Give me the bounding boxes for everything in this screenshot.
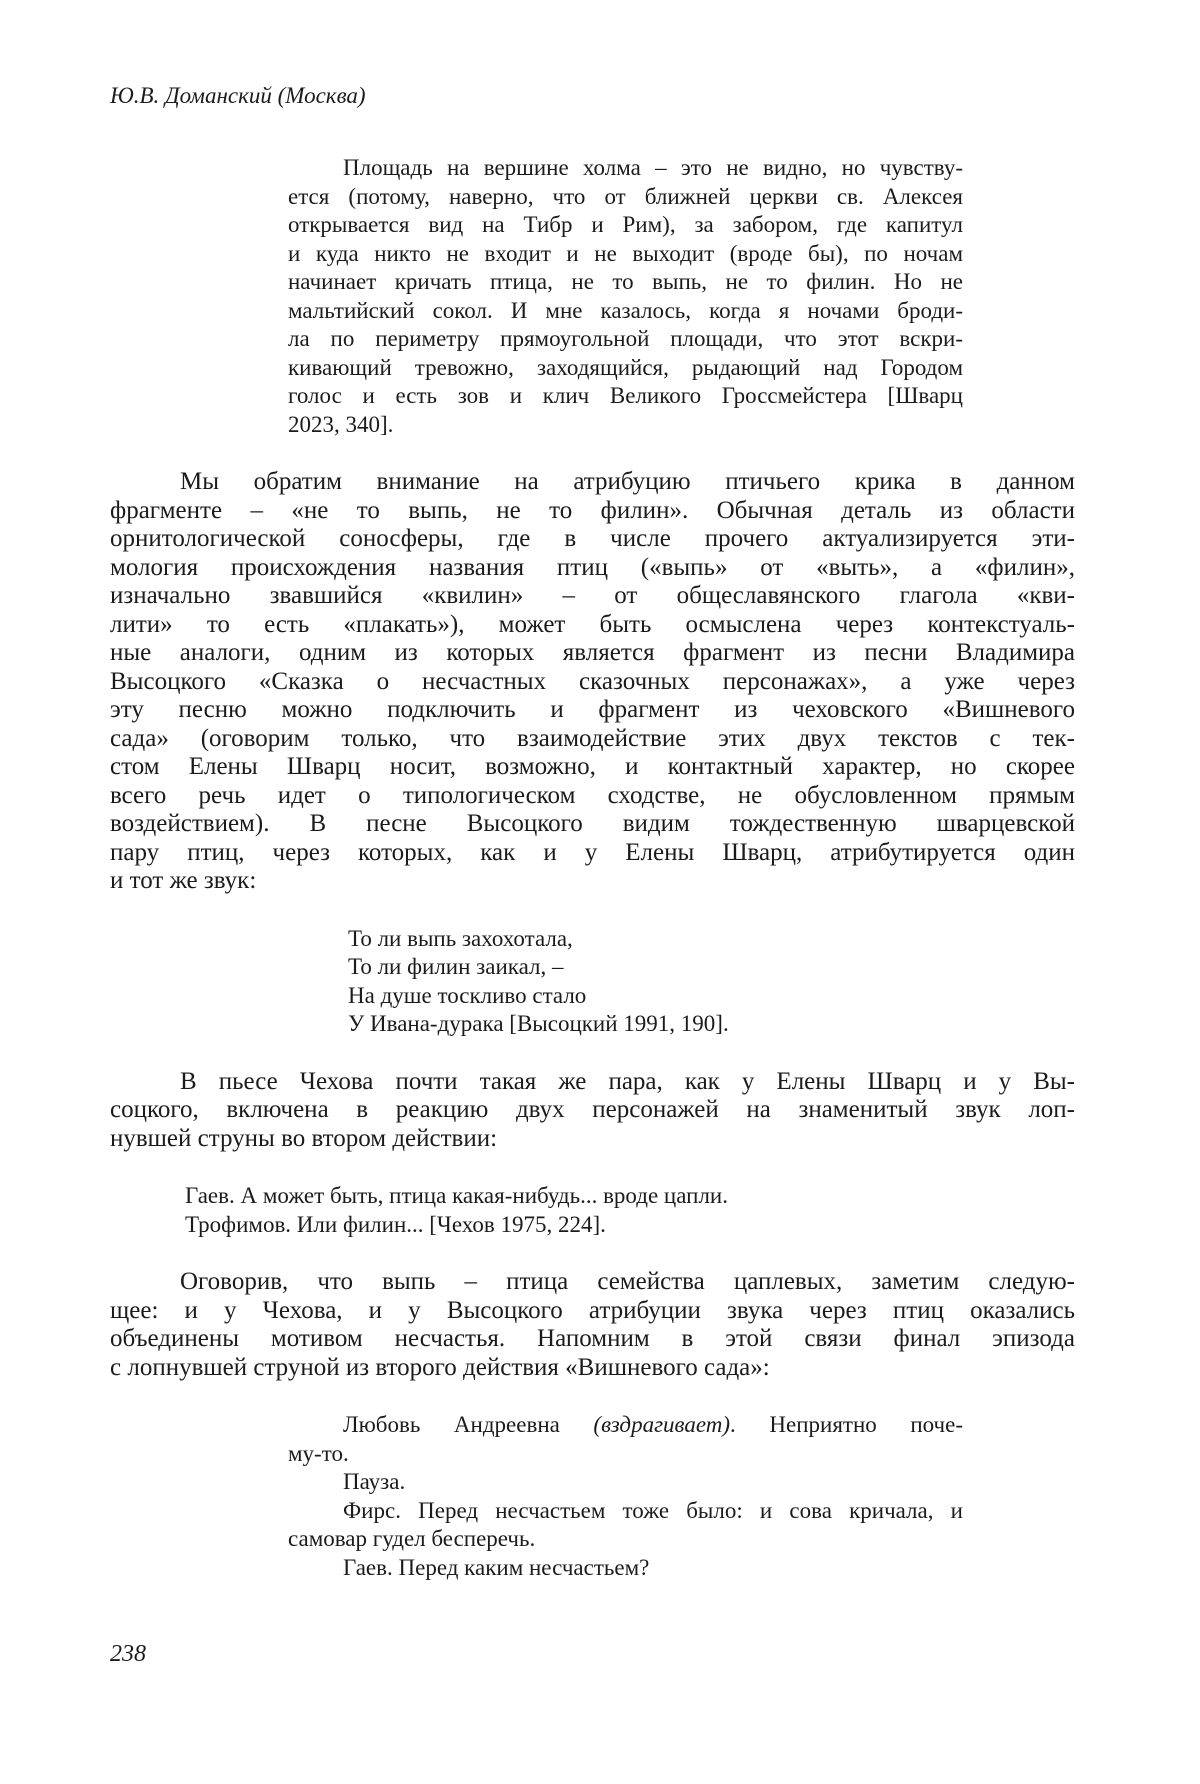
text-line: 2023, 340].	[288, 411, 394, 437]
text-line	[288, 1411, 963, 1440]
text-line: изначально звавшийся «квилин» – от общеславянского глагола «кви-	[110, 582, 1075, 609]
text-line: щее: и у Чехова, и у Высоцкого атрибуции звука через птиц оказались	[110, 1296, 1075, 1324]
text-line: мология происхождения названия птиц («выпь» от «выть», а «филин»,	[110, 553, 1075, 581]
dialogue-quote	[185, 1182, 1075, 1239]
text-line: кивающий тревожно, заходящийся, рыдающий над Городом	[288, 354, 963, 380]
text-line: с лопнувшей струной из второго действия «Вишневого сада»:	[110, 1353, 770, 1381]
text-line: Мы обратим внимание на атрибуцию птичьего крика в данном	[180, 468, 1075, 495]
text-line: начинает кричать птица, не то выпь, не то филин. Но не	[288, 269, 963, 294]
text-line: Трофимов. Или филин... [Чехов 1975, 224].	[185, 1211, 606, 1237]
running-head: Ю.В. Доманский (Москва)	[110, 83, 366, 108]
text-line: У Ивана-дурака [Высоцкий 1991, 190].	[348, 1011, 729, 1036]
text-line: Оговорив, что выпь – птица семейства цаплевых, заметим следую-	[180, 1268, 1075, 1295]
text-line: На душе тоскливо стало	[348, 982, 587, 1008]
paragraph-3	[110, 1268, 1075, 1382]
text-line: ные аналоги, одним из которых является фрагмент из песни Владимира	[110, 639, 1075, 666]
text-line: То ли выпь захохотала,	[348, 925, 573, 951]
text-line: фрагменте – «не то выпь, не то филин». Обычная деталь из области	[110, 496, 1075, 524]
text-line: Высоцкого «Сказка о несчастных сказочных персонажах», а уже через	[110, 667, 1075, 695]
text-line: сада» (оговорим только, что взаимодействие этих двух текстов с тек-	[110, 724, 1075, 752]
text-line: голос и есть зов и клич Великого Гроссмейстера [Шварц	[288, 383, 963, 408]
text-line: и куда никто не входит и не выходит (вроде бы), по ночам	[288, 240, 963, 266]
page-number: 238	[110, 1641, 146, 1667]
text-line: ла по периметру прямоугольной площади, что этот вскри-	[288, 326, 963, 351]
text-line: Площадь на вершине холма – это не видно, но чувству-	[343, 155, 963, 180]
speaker-name: Любовь Андреевна	[343, 1412, 594, 1437]
text-line: эту песню можно подключить и фрагмент из чеховского «Вишневого	[110, 696, 1075, 723]
verse-quote	[348, 925, 1075, 1039]
text-line: открывается вид на Тибр и Рим), за забором, где капитул	[288, 212, 963, 237]
text-line: стом Елены Шварц носит, возможно, и контактный характер, но скорее	[110, 753, 1075, 780]
text-line: Гаев. А может быть, птица какая-нибудь... вроде цапли.	[185, 1183, 728, 1208]
text-line: ется (потому, наверно, что от ближней церкви св. Алексея	[288, 183, 963, 209]
text-line: нувшей струны во втором действии:	[110, 1124, 498, 1152]
text-line: воздействием). В песне Высоцкого видим тождественную шварцевской	[110, 810, 1075, 837]
text-line: Пауза.	[343, 1469, 406, 1494]
text-line: и тот же звук:	[110, 867, 257, 894]
paragraph-1	[110, 468, 1075, 896]
stage-direction: (вздрагивает)	[593, 1412, 731, 1437]
text-line: самовар гудел бесперечь.	[288, 1526, 536, 1551]
text-line: соцкого, включена в реакцию двух персонажей на знаменитый звук лоп-	[110, 1096, 1075, 1123]
text-line: лити» то есть «плакать»), может быть осмыслена через контекстуаль-	[110, 610, 1075, 638]
text-line: му-то.	[288, 1440, 349, 1466]
paragraph-2	[110, 1068, 1075, 1154]
text-line: пару птиц, через которых, как и у Елены Шварц, атрибутируется один	[110, 838, 1075, 866]
text-line: То ли филин заикал, –	[348, 954, 564, 979]
block-quote-shvarts	[288, 154, 963, 439]
text-line: Фирс. Перед несчастьем тоже было: и сова кричала, и	[343, 1497, 963, 1523]
text-line: мальтийский сокол. И мне казалось, когда я ночами броди-	[288, 297, 963, 323]
text-line: В пьесе Чехова почти такая же пара, как у Елены Шварц и у Вы-	[180, 1067, 1075, 1095]
block-quote-chekhov	[288, 1411, 963, 1582]
text-line: орнитологической соносферы, где в числе прочего актуализируется эти-	[110, 525, 1075, 552]
text-line: Гаев. Перед каким несчастьем?	[343, 1554, 650, 1580]
text-line: объединены мотивом несчастья. Напомним в этой связи финал эпизода	[110, 1325, 1075, 1352]
text-line: всего речь идет о типологическом сходстве, не обусловленном прямым	[110, 781, 1075, 809]
text-fragment: . Неприятно поче-	[730, 1412, 963, 1437]
